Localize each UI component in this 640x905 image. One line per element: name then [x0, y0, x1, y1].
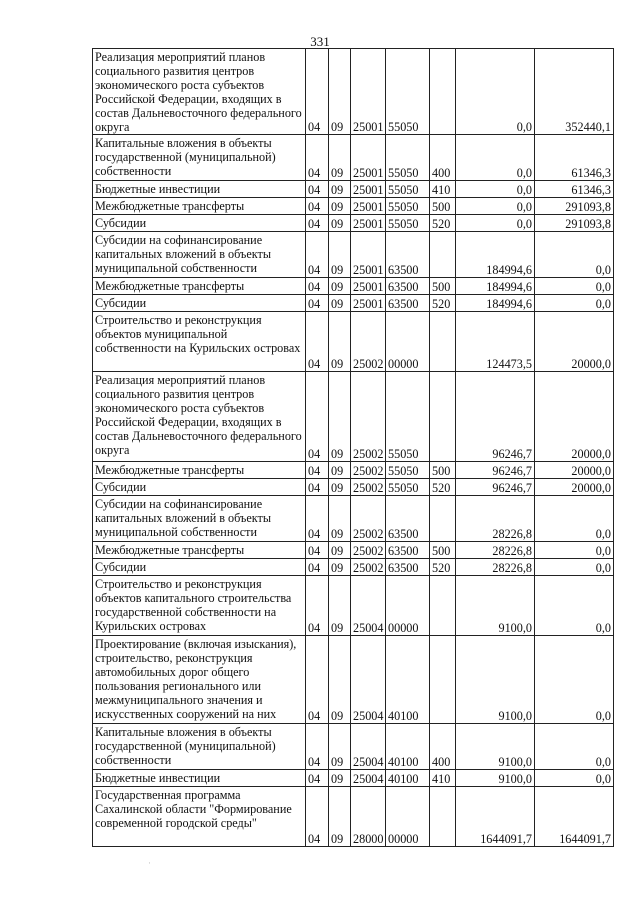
direction-code: 63500: [386, 496, 430, 542]
direction-code: 55050: [386, 479, 430, 496]
subsection-code: 09: [329, 372, 351, 462]
expense-type-code: 520: [430, 479, 456, 496]
section-code: 04: [306, 135, 329, 181]
direction-code: 40100: [386, 770, 430, 787]
section-code: 04: [306, 576, 329, 636]
expense-type-code: [430, 496, 456, 542]
table-row: [93, 278, 614, 295]
expense-type-code: 500: [430, 542, 456, 559]
direction-code: 55050: [386, 181, 430, 198]
budget-item-name: Строительство и реконструкция объектов муниципальной собственности на Курильских островах: [93, 312, 306, 372]
budget-item-name: Бюджетные инвестиции: [93, 181, 306, 198]
table-row: [93, 232, 614, 278]
budget-item-name: Государственная программа Сахалинской области "Формирование современной городской среды": [93, 787, 306, 847]
program-code: 25001: [351, 295, 386, 312]
page-number: 331: [310, 34, 330, 49]
table-row: [93, 49, 614, 135]
expense-type-code: 400: [430, 724, 456, 770]
budget-item-name: Межбюджетные трансферты: [93, 462, 306, 479]
subsection-code: 09: [329, 636, 351, 724]
expense-type-code: [430, 49, 456, 135]
amount-year-1: 0,0: [456, 49, 535, 135]
amount-year-2: 0,0: [535, 724, 614, 770]
table-row: [93, 462, 614, 479]
budget-table: [92, 48, 614, 847]
section-code: 04: [306, 542, 329, 559]
expense-type-code: [430, 312, 456, 372]
program-code: 25001: [351, 181, 386, 198]
direction-code: 40100: [386, 636, 430, 724]
budget-item-name: Межбюджетные трансферты: [93, 198, 306, 215]
program-code: 25001: [351, 278, 386, 295]
amount-year-2: 291093,8: [535, 198, 614, 215]
direction-code: 00000: [386, 787, 430, 847]
direction-code: 40100: [386, 724, 430, 770]
budget-item-name: Реализация мероприятий планов социального развития центров экономического роста субъектов Российской Федерации, входящих в состав Дальневосточного федерального округа: [93, 49, 306, 135]
program-code: 25002: [351, 372, 386, 462]
amount-year-1: 184994,6: [456, 278, 535, 295]
section-code: 04: [306, 181, 329, 198]
direction-code: 00000: [386, 312, 430, 372]
amount-year-1: 9100,0: [456, 636, 535, 724]
amount-year-1: 9100,0: [456, 770, 535, 787]
amount-year-1: 0,0: [456, 215, 535, 232]
table-row: [93, 198, 614, 215]
table-row: [93, 215, 614, 232]
section-code: 04: [306, 559, 329, 576]
section-code: 04: [306, 295, 329, 312]
section-code: 04: [306, 479, 329, 496]
subsection-code: 09: [329, 181, 351, 198]
direction-code: 55050: [386, 215, 430, 232]
amount-year-2: 0,0: [535, 295, 614, 312]
subsection-code: 09: [329, 312, 351, 372]
expense-type-code: [430, 787, 456, 847]
amount-year-1: 96246,7: [456, 372, 535, 462]
direction-code: 55050: [386, 49, 430, 135]
direction-code: 00000: [386, 576, 430, 636]
subsection-code: 09: [329, 559, 351, 576]
amount-year-1: 0,0: [456, 181, 535, 198]
direction-code: 55050: [386, 372, 430, 462]
amount-year-1: 96246,7: [456, 479, 535, 496]
amount-year-1: 28226,8: [456, 542, 535, 559]
program-code: 25002: [351, 542, 386, 559]
section-code: 04: [306, 278, 329, 295]
amount-year-1: 0,0: [456, 198, 535, 215]
expense-type-code: 520: [430, 295, 456, 312]
amount-year-2: 0,0: [535, 542, 614, 559]
amount-year-2: 20000,0: [535, 372, 614, 462]
direction-code: 55050: [386, 198, 430, 215]
program-code: 25002: [351, 462, 386, 479]
subsection-code: 09: [329, 135, 351, 181]
section-code: 04: [306, 49, 329, 135]
expense-type-code: [430, 372, 456, 462]
subsection-code: 09: [329, 49, 351, 135]
amount-year-1: 124473,5: [456, 312, 535, 372]
program-code: 25004: [351, 724, 386, 770]
budget-item-name: Проектирование (включая изыскания), строительство, реконструкция автомобильных дорог общего пользования регионального или межмуниципального значения и искусственных сооружений на них: [93, 636, 306, 724]
section-code: 04: [306, 372, 329, 462]
section-code: 04: [306, 462, 329, 479]
table-row: [93, 312, 614, 372]
section-code: 04: [306, 770, 329, 787]
direction-code: 55050: [386, 135, 430, 181]
program-code: 25001: [351, 215, 386, 232]
table-row: [93, 479, 614, 496]
amount-year-2: 20000,0: [535, 312, 614, 372]
program-code: 25001: [351, 135, 386, 181]
section-code: 04: [306, 636, 329, 724]
program-code: 25001: [351, 198, 386, 215]
program-code: 28000: [351, 787, 386, 847]
table-row: [93, 496, 614, 542]
direction-code: 63500: [386, 295, 430, 312]
amount-year-2: 352440,1: [535, 49, 614, 135]
amount-year-1: 28226,8: [456, 559, 535, 576]
direction-code: 63500: [386, 542, 430, 559]
subsection-code: 09: [329, 198, 351, 215]
expense-type-code: [430, 636, 456, 724]
budget-item-name: Капитальные вложения в объекты государственной (муниципальной) собственности: [93, 135, 306, 181]
program-code: 25002: [351, 312, 386, 372]
expense-type-code: 500: [430, 198, 456, 215]
amount-year-2: 61346,3: [535, 135, 614, 181]
budget-item-name: Строительство и реконструкция объектов капитального строительства государственной собственности на Курильских островах: [93, 576, 306, 636]
program-code: 25004: [351, 576, 386, 636]
amount-year-2: 0,0: [535, 559, 614, 576]
table-row: [93, 135, 614, 181]
expense-type-code: 410: [430, 181, 456, 198]
table-row: [93, 787, 614, 847]
budget-item-name: Реализация мероприятий планов социального развития центров экономического роста субъектов Российской Федерации, входящих в состав Дальневосточного федерального округа: [93, 372, 306, 462]
amount-year-2: 0,0: [535, 496, 614, 542]
subsection-code: 09: [329, 496, 351, 542]
subsection-code: 09: [329, 215, 351, 232]
table-row: [93, 724, 614, 770]
table-row: [93, 181, 614, 198]
expense-type-code: 520: [430, 559, 456, 576]
budget-item-name: Капитальные вложения в объекты государственной (муниципальной) собственности: [93, 724, 306, 770]
expense-type-code: 500: [430, 462, 456, 479]
direction-code: 63500: [386, 232, 430, 278]
expense-type-code: 520: [430, 215, 456, 232]
amount-year-1: 9100,0: [456, 576, 535, 636]
subsection-code: 09: [329, 787, 351, 847]
section-code: 04: [306, 312, 329, 372]
table-row: [93, 636, 614, 724]
budget-item-name: Субсидии: [93, 559, 306, 576]
amount-year-2: 61346,3: [535, 181, 614, 198]
budget-item-name: Субсидии: [93, 295, 306, 312]
expense-type-code: 410: [430, 770, 456, 787]
subsection-code: 09: [329, 542, 351, 559]
budget-item-name: Субсидии на софинансирование капитальных вложений в объекты муниципальной собственности: [93, 232, 306, 278]
scan-mark: ·: [148, 858, 151, 868]
table-row: [93, 295, 614, 312]
expense-type-code: 500: [430, 278, 456, 295]
amount-year-1: 184994,6: [456, 295, 535, 312]
direction-code: 63500: [386, 559, 430, 576]
amount-year-1: 1644091,7: [456, 787, 535, 847]
section-code: 04: [306, 215, 329, 232]
amount-year-2: 20000,0: [535, 479, 614, 496]
amount-year-2: 0,0: [535, 232, 614, 278]
table-row: [93, 372, 614, 462]
budget-item-name: Межбюджетные трансферты: [93, 278, 306, 295]
budget-item-name: Субсидии: [93, 215, 306, 232]
program-code: 25002: [351, 496, 386, 542]
program-code: 25004: [351, 770, 386, 787]
program-code: 25001: [351, 49, 386, 135]
amount-year-2: 0,0: [535, 770, 614, 787]
expense-type-code: [430, 232, 456, 278]
program-code: 25002: [351, 479, 386, 496]
amount-year-1: 9100,0: [456, 724, 535, 770]
direction-code: 55050: [386, 462, 430, 479]
expense-type-code: 400: [430, 135, 456, 181]
amount-year-2: 291093,8: [535, 215, 614, 232]
amount-year-2: 1644091,7: [535, 787, 614, 847]
amount-year-2: 0,0: [535, 576, 614, 636]
subsection-code: 09: [329, 724, 351, 770]
subsection-code: 09: [329, 576, 351, 636]
amount-year-1: 184994,6: [456, 232, 535, 278]
subsection-code: 09: [329, 770, 351, 787]
amount-year-2: 0,0: [535, 278, 614, 295]
program-code: 25001: [351, 232, 386, 278]
section-code: 04: [306, 787, 329, 847]
table-row: [93, 542, 614, 559]
subsection-code: 09: [329, 462, 351, 479]
section-code: 04: [306, 496, 329, 542]
amount-year-2: 0,0: [535, 636, 614, 724]
table-row: [93, 559, 614, 576]
program-code: 25002: [351, 559, 386, 576]
section-code: 04: [306, 232, 329, 278]
table-row: [93, 576, 614, 636]
amount-year-1: 96246,7: [456, 462, 535, 479]
budget-item-name: Бюджетные инвестиции: [93, 770, 306, 787]
budget-item-name: Субсидии на софинансирование капитальных вложений в объекты муниципальной собственности: [93, 496, 306, 542]
section-code: 04: [306, 724, 329, 770]
direction-code: 63500: [386, 278, 430, 295]
amount-year-2: 20000,0: [535, 462, 614, 479]
subsection-code: 09: [329, 278, 351, 295]
section-code: 04: [306, 198, 329, 215]
budget-item-name: Межбюджетные трансферты: [93, 542, 306, 559]
table-row: [93, 770, 614, 787]
subsection-code: 09: [329, 232, 351, 278]
subsection-code: 09: [329, 479, 351, 496]
subsection-code: 09: [329, 295, 351, 312]
amount-year-1: 0,0: [456, 135, 535, 181]
expense-type-code: [430, 576, 456, 636]
budget-item-name: Субсидии: [93, 479, 306, 496]
program-code: 25004: [351, 636, 386, 724]
amount-year-1: 28226,8: [456, 496, 535, 542]
